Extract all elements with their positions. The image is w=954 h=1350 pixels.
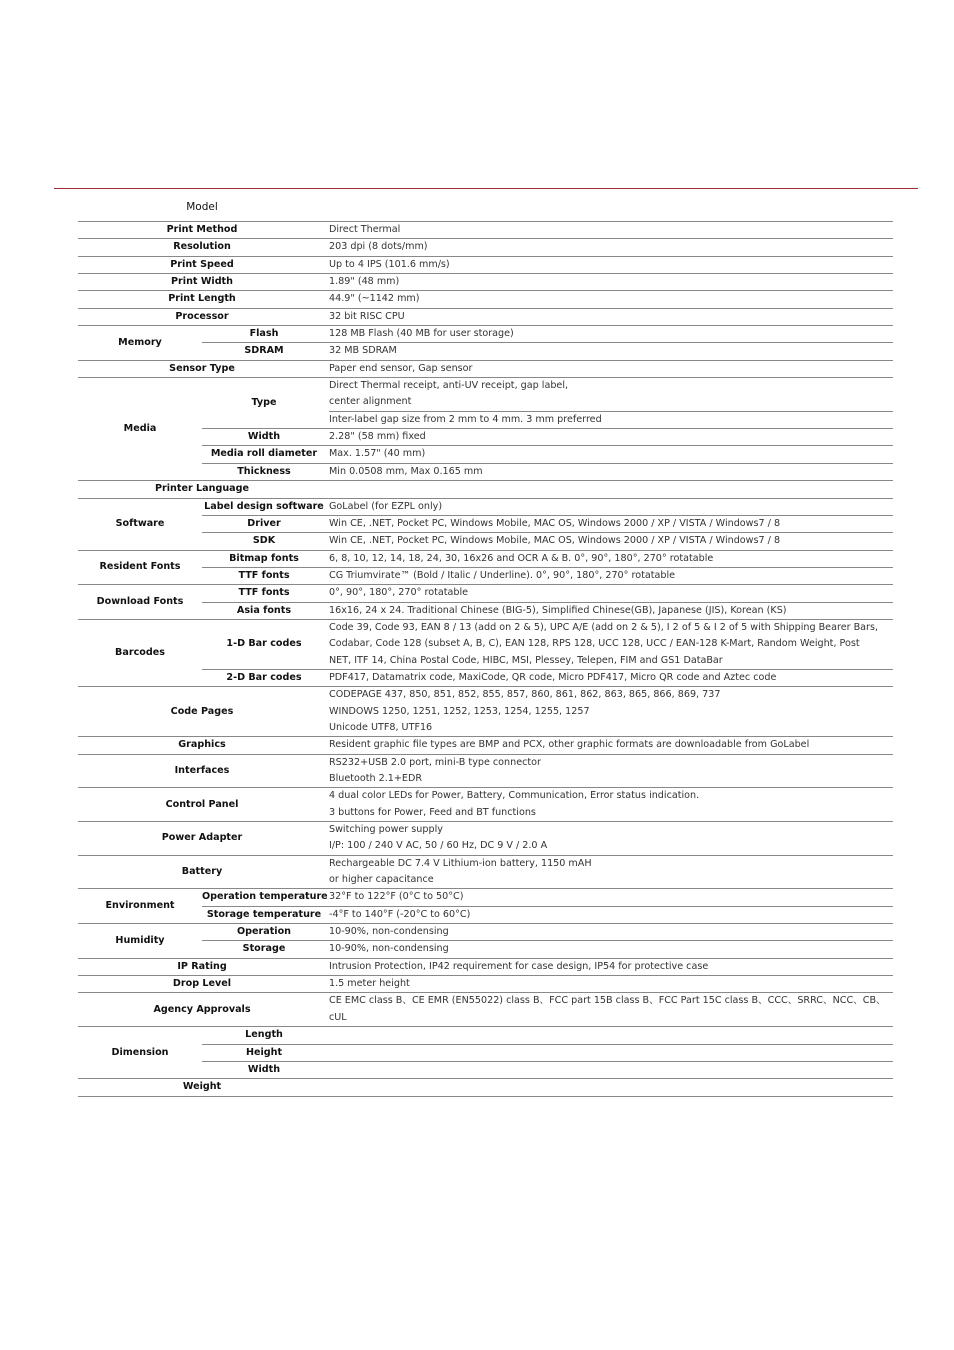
- spec-value: [326, 855, 893, 889]
- spec-value: [326, 498, 893, 515]
- header-rule: [54, 188, 918, 189]
- spec-label: Resolution: [78, 239, 326, 256]
- spec-value: [326, 737, 893, 754]
- spec-value-line: [329, 1062, 893, 1078]
- spec-subcategory-label: 1-D Bar codes: [202, 619, 326, 669]
- spec-subcategory-label: Operation temperature: [202, 889, 326, 906]
- spec-value: [326, 619, 893, 669]
- spec-value: [326, 976, 893, 993]
- spec-row-model: [78, 197, 893, 222]
- spec-category-label: Memory: [78, 326, 202, 361]
- spec-value: [326, 993, 893, 1027]
- spec-value-line: Max. 1.57" (40 mm): [329, 448, 426, 460]
- spec-value-line: 3 buttons for Power, Feed and BT functions: [329, 806, 536, 818]
- spec-value-line: CODEPAGE 437, 850, 851, 852, 855, 857, 860, 861, 862, 863, 865, 866, 869, 737: [329, 689, 721, 701]
- spec-value-line: Unicode UTF8, UTF16: [329, 721, 433, 733]
- spec-value: [326, 550, 893, 567]
- spec-value-line: 44.9" (~1142 mm): [329, 293, 420, 305]
- spec-label: Battery: [78, 855, 326, 889]
- spec-value-line: [329, 1079, 893, 1095]
- spec-value: [326, 958, 893, 975]
- spec-value-line: Resident graphic file types are BMP and PCX, other graphic formats are downloadable from GoLabel: [329, 739, 810, 751]
- spec-value-line: Intrusion Protection, IP42 requirement for case design, IP54 for protective case: [329, 960, 709, 972]
- spec-value-line: [329, 1045, 893, 1061]
- spec-value: [326, 924, 893, 941]
- spec-value: [326, 256, 893, 273]
- spec-label: Agency Approvals: [78, 993, 326, 1027]
- spec-value: [326, 906, 893, 923]
- spec-label: Interfaces: [78, 754, 326, 788]
- spec-value-line: Min 0.0508 mm, Max 0.165 mm: [329, 465, 483, 477]
- spec-value: [326, 669, 893, 686]
- spec-label: Weight: [78, 1079, 326, 1096]
- spec-value-line: 1.89" (48 mm): [329, 276, 400, 288]
- spec-value-line: 4 dual color LEDs for Power, Battery, Communication, Error status indication.: [329, 790, 700, 802]
- spec-row-dimension-length: [78, 1027, 893, 1044]
- spec-value-line: 10-90%, non-condensing: [329, 943, 449, 955]
- spec-row-download-fonts-ttf-fonts: [78, 585, 893, 602]
- spec-value-line: 0°, 90°, 180°, 270° rotatable: [329, 587, 469, 599]
- spec-subcategory-label: TTF fonts: [202, 585, 326, 602]
- spec-row-print-length: [78, 291, 893, 308]
- spec-value: [326, 197, 893, 222]
- spec-value: [326, 567, 893, 584]
- spec-value: [326, 446, 893, 463]
- spec-subcategory-label: Label design software: [202, 498, 326, 515]
- spec-row-code-pages: [78, 687, 893, 737]
- spec-value: [326, 1044, 893, 1061]
- spec-value: [326, 687, 893, 737]
- spec-label: Print Speed: [78, 256, 326, 273]
- spec-category-label: Dimension: [78, 1027, 202, 1079]
- spec-category-label: Download Fonts: [78, 585, 202, 620]
- spec-row-ip-rating: [78, 958, 893, 975]
- spec-value-line: -4°F to 140°F (-20°C to 60°C): [329, 908, 471, 920]
- spec-value: [326, 274, 893, 291]
- spec-value: [326, 585, 893, 602]
- spec-value-line: Win CE, .NET, Pocket PC, Windows Mobile, MAC OS, Windows 2000 / XP / VISTA / Windows7 / 8: [329, 535, 781, 547]
- spec-value-line: WINDOWS 1250, 1251, 1252, 1253, 1254, 1255, 1257: [329, 705, 590, 717]
- spec-value-line: Direct Thermal receipt, anti-UV receipt, gap label,: [329, 380, 569, 392]
- spec-value-line: 1.5 meter height: [329, 978, 410, 990]
- spec-value-line: NET, ITF 14, China Postal Code, HIBC, MSI, Plessey, Telepen, FIM and GS1 DataBar: [329, 654, 723, 666]
- spec-value-line: Bluetooth 2.1+EDR: [329, 773, 423, 784]
- spec-value-line: 128 MB Flash (40 MB for user storage): [329, 328, 514, 340]
- spec-category-label: Software: [78, 498, 202, 550]
- spec-label: Model: [78, 197, 326, 222]
- spec-row-sensor-type: [78, 360, 893, 377]
- spec-subcategory-label: Width: [202, 429, 326, 446]
- spec-value: [326, 941, 893, 958]
- spec-row-agency-approvals: [78, 993, 893, 1027]
- spec-row-software-label-design-software: [78, 498, 893, 515]
- spec-subcategory-label: 2-D Bar codes: [202, 669, 326, 686]
- spec-value: [326, 481, 893, 498]
- spec-value: [326, 515, 893, 532]
- spec-value-line: I/P: 100 / 240 V AC, 50 / 60 Hz, DC 9 V / 2.0 A: [329, 840, 548, 852]
- spec-subcategory-label: Type: [202, 378, 326, 429]
- spec-value-line: or higher capacitance: [329, 874, 434, 886]
- spec-value-line: Inter-label gap size from 2 mm to 4 mm. 3 mm preferred: [329, 411, 893, 428]
- spec-category-label: Resident Fonts: [78, 550, 202, 585]
- spec-value: [326, 239, 893, 256]
- spec-subcategory-label: Flash: [202, 326, 326, 343]
- spec-subcategory-label: Length: [202, 1027, 326, 1044]
- spec-value: [326, 533, 893, 550]
- spec-row-processor: [78, 308, 893, 325]
- spec-table-body: [78, 197, 893, 1096]
- spec-value-line: Win CE, .NET, Pocket PC, Windows Mobile, MAC OS, Windows 2000 / XP / VISTA / Windows7 / 8: [329, 517, 781, 529]
- spec-subcategory-label: Height: [202, 1044, 326, 1061]
- spec-row-printer-language: [78, 481, 893, 498]
- spec-value: [326, 222, 893, 239]
- spec-subcategory-label: Asia fonts: [202, 602, 326, 619]
- spec-value: [326, 463, 893, 480]
- spec-value-line: 10-90%, non-condensing: [329, 926, 449, 938]
- spec-value-line: Code 39, Code 93, EAN 8 / 13 (add on 2 & 5), UPC A/E (add on 2 & 5), I 2 of 5 & I 2 of 5 with Shipping Bearer Bars,: [329, 621, 879, 633]
- spec-value: [326, 1027, 893, 1044]
- spec-value-line: center alignment: [329, 396, 412, 408]
- spec-subcategory-label: Bitmap fonts: [202, 550, 326, 567]
- spec-subcategory-label: Operation: [202, 924, 326, 941]
- spec-value-line: 32°F to 122°F (0°C to 50°C): [329, 891, 464, 903]
- spec-value-line: 32 bit RISC CPU: [329, 310, 405, 322]
- spec-row-drop-level: [78, 976, 893, 993]
- spec-value: [326, 1079, 893, 1096]
- spec-label: Code Pages: [78, 687, 326, 737]
- spec-value: [326, 822, 893, 856]
- spec-row-media-type: [78, 378, 893, 429]
- spec-value-line: 6, 8, 10, 12, 14, 18, 24, 30, 16x26 and OCR A & B. 0°, 90°, 180°, 270° rotatable: [329, 552, 714, 564]
- spec-subcategory-label: Storage: [202, 941, 326, 958]
- spec-label: Print Width: [78, 274, 326, 291]
- spec-label: Drop Level: [78, 976, 326, 993]
- spec-subcategory-label: Driver: [202, 515, 326, 532]
- spec-value-line: 203 dpi (8 dots/mm): [329, 241, 428, 253]
- spec-value: [326, 788, 893, 822]
- spec-row-battery: [78, 855, 893, 889]
- spec-row-power-adapter: [78, 822, 893, 856]
- spec-row-resident-fonts-bitmap-fonts: [78, 550, 893, 567]
- spec-row-resolution: [78, 239, 893, 256]
- spec-subcategory-label: SDK: [202, 533, 326, 550]
- spec-value-line: GoLabel (for EZPL only): [329, 500, 443, 512]
- spec-value-line: Codabar, Code 128 (subset A, B, C), EAN 128, RPS 128, UCC 128, UCC / EAN-128 K-Mart, Random Weight, Post: [329, 638, 860, 650]
- spec-label: Sensor Type: [78, 360, 326, 377]
- spec-row-print-method: [78, 222, 893, 239]
- spec-row-control-panel: [78, 788, 893, 822]
- spec-value: [326, 326, 893, 343]
- spec-label: IP Rating: [78, 958, 326, 975]
- spec-subcategory-label: Media roll diameter: [202, 446, 326, 463]
- spec-row-environment-operation-temperature: [78, 889, 893, 906]
- spec-subcategory-label: SDRAM: [202, 343, 326, 360]
- spec-category-label: Barcodes: [78, 619, 202, 686]
- spec-subcategory-label: Thickness: [202, 463, 326, 480]
- spec-value: [326, 429, 893, 446]
- spec-label: Print Method: [78, 222, 326, 239]
- spec-value: [326, 754, 893, 788]
- spec-row-weight: [78, 1079, 893, 1096]
- spec-value: [326, 308, 893, 325]
- spec-value: [326, 602, 893, 619]
- spec-row-barcodes-1-d-bar-codes: [78, 619, 893, 669]
- spec-value-line: Rechargeable DC 7.4 V Lithium-ion battery, 1150 mAH: [329, 857, 592, 869]
- spec-value-line: 16x16, 24 x 24. Traditional Chinese (BIG-5), Simplified Chinese(GB), Japanese (JIS), Korean (KS): [329, 604, 787, 616]
- spec-value: [326, 1061, 893, 1078]
- spec-value: [326, 378, 893, 429]
- spec-value-line: CE EMC class B、CE EMR (EN55022) class B、FCC part 15B class B、FCC Part 15C class B、CCC、SRRC、NCC、CB、: [329, 995, 886, 1007]
- spec-value-line: Direct Thermal: [329, 224, 401, 235]
- spec-value-line: Paper end sensor, Gap sensor: [329, 362, 473, 374]
- spec-category-label: Media: [78, 378, 202, 481]
- spec-table: [78, 197, 893, 1097]
- spec-value: [326, 291, 893, 308]
- spec-value-line: cUL: [329, 1011, 347, 1023]
- spec-label: Processor: [78, 308, 326, 325]
- spec-value: [326, 343, 893, 360]
- spec-value-line: CG Triumvirate™ (Bold / Italic / Underline). 0°, 90°, 180°, 270° rotatable: [329, 569, 676, 581]
- spec-label: Graphics: [78, 737, 326, 754]
- spec-value-line: [329, 481, 893, 497]
- spec-value-line: PDF417, Datamatrix code, MaxiCode, QR code, Micro PDF417, Micro QR code and Aztec code: [329, 671, 777, 683]
- spec-row-graphics: [78, 737, 893, 754]
- spec-row-print-width: [78, 274, 893, 291]
- spec-value-line: RS232+USB 2.0 port, mini-B type connector: [329, 756, 541, 768]
- spec-row-humidity-operation: [78, 924, 893, 941]
- spec-value-line: [329, 1027, 893, 1043]
- spec-row-print-speed: [78, 256, 893, 273]
- spec-value-line: Up to 4 IPS (101.6 mm/s): [329, 258, 450, 270]
- spec-row-memory-flash: [78, 326, 893, 343]
- spec-label: Power Adapter: [78, 822, 326, 856]
- spec-value: [326, 889, 893, 906]
- spec-subcategory-label: Storage temperature: [202, 906, 326, 923]
- spec-label: Control Panel: [78, 788, 326, 822]
- spec-value-line: 2.28" (58 mm) fixed: [329, 431, 426, 443]
- spec-label: Print Length: [78, 291, 326, 308]
- spec-value-line: 32 MB SDRAM: [329, 345, 397, 357]
- spec-label: Printer Language: [78, 481, 326, 498]
- spec-subcategory-label: Width: [202, 1061, 326, 1078]
- spec-category-label: Environment: [78, 889, 202, 924]
- spec-value-line: Switching power supply: [329, 824, 443, 836]
- spec-subcategory-label: TTF fonts: [202, 567, 326, 584]
- spec-category-label: Humidity: [78, 924, 202, 959]
- spec-row-interfaces: [78, 754, 893, 788]
- spec-value: [326, 360, 893, 377]
- spec-value-line: [329, 199, 893, 215]
